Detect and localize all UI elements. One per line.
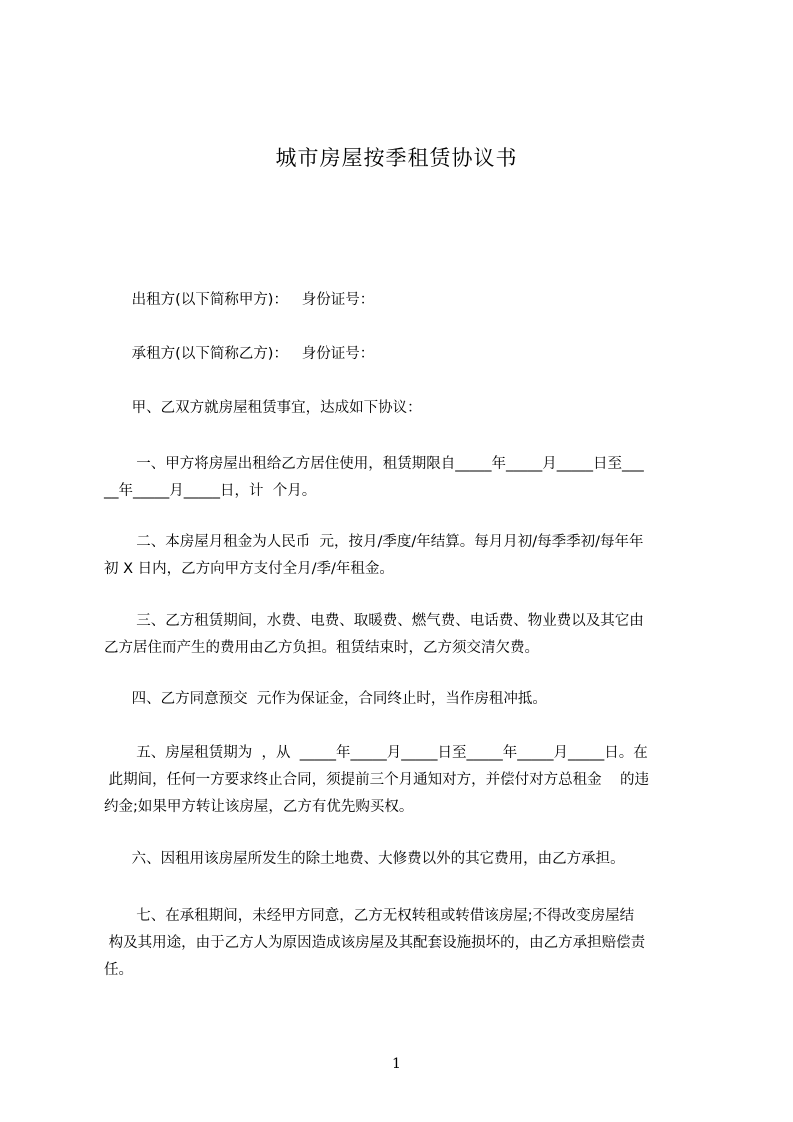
- page-number: 1: [392, 1056, 401, 1072]
- paragraph-intro: 甲、乙双方就房屋租赁事宜，达成如下协议：: [104, 400, 422, 416]
- document-title: 城市房屋按季租赁协议书: [275, 146, 518, 170]
- paragraph-clause-7: 七、在承租期间，未经甲方同意，乙方无权转租或转借该房屋;不得改变房屋结 构及其用途，由于乙方人为原因造成该房屋及其配套设施损坏的，由乙方承担赔偿责 任。: [104, 908, 646, 978]
- paragraph-clause-2: 二、本房屋月租金为人民币 元，按月/季度/年结算。每月月初/每季季初/每年年 初 X 日内，乙方向甲方支付全月/季/年租金。: [104, 534, 644, 577]
- paragraph-lessee: 承租方(以下简称乙方)： 身份证号：: [104, 346, 375, 362]
- paragraph-clause-3: 三、乙方租赁期间，水费、电费、取暖费、燃气费、电话费、物业费以及其它由 乙方居住而产生的费用由乙方负担。租赁结束时，乙方须交清欠费。: [104, 613, 644, 656]
- paragraph-clause-1: 一、甲方将房屋出租给乙方居住使用，租赁期限自_____年_____月_____日至___ __年_____月_____日，计 个月。: [104, 456, 644, 499]
- paragraph-lessor: 出租方(以下简称甲方)： 身份证号：: [104, 292, 375, 308]
- paragraph-clause-5: 五、房屋租赁期为 ，从 _____年_____月_____日至_____年_____月_____日。在 此期间，任何一方要求终止合同，须提前三个月通知对方，并偿付对方总租金 的违 约金;如果甲方转让该房屋，乙方有优先购买权。: [104, 745, 650, 815]
- paragraph-clause-6: 六、因租用该房屋所发生的除土地费、大修费以外的其它费用，由乙方承担。: [104, 851, 625, 867]
- paragraph-clause-4: 四、乙方同意预交 元作为保证金，合同终止时，当作房租冲抵。: [104, 691, 547, 707]
